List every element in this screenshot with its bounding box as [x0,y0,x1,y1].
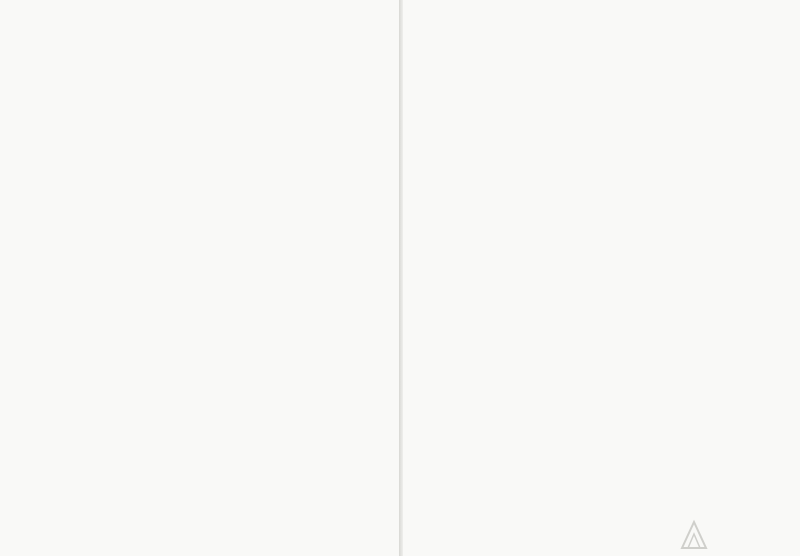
labirint-logo-icon [678,518,796,550]
right-page [402,0,800,556]
book-gutter [399,0,403,556]
left-column [33,10,373,30]
